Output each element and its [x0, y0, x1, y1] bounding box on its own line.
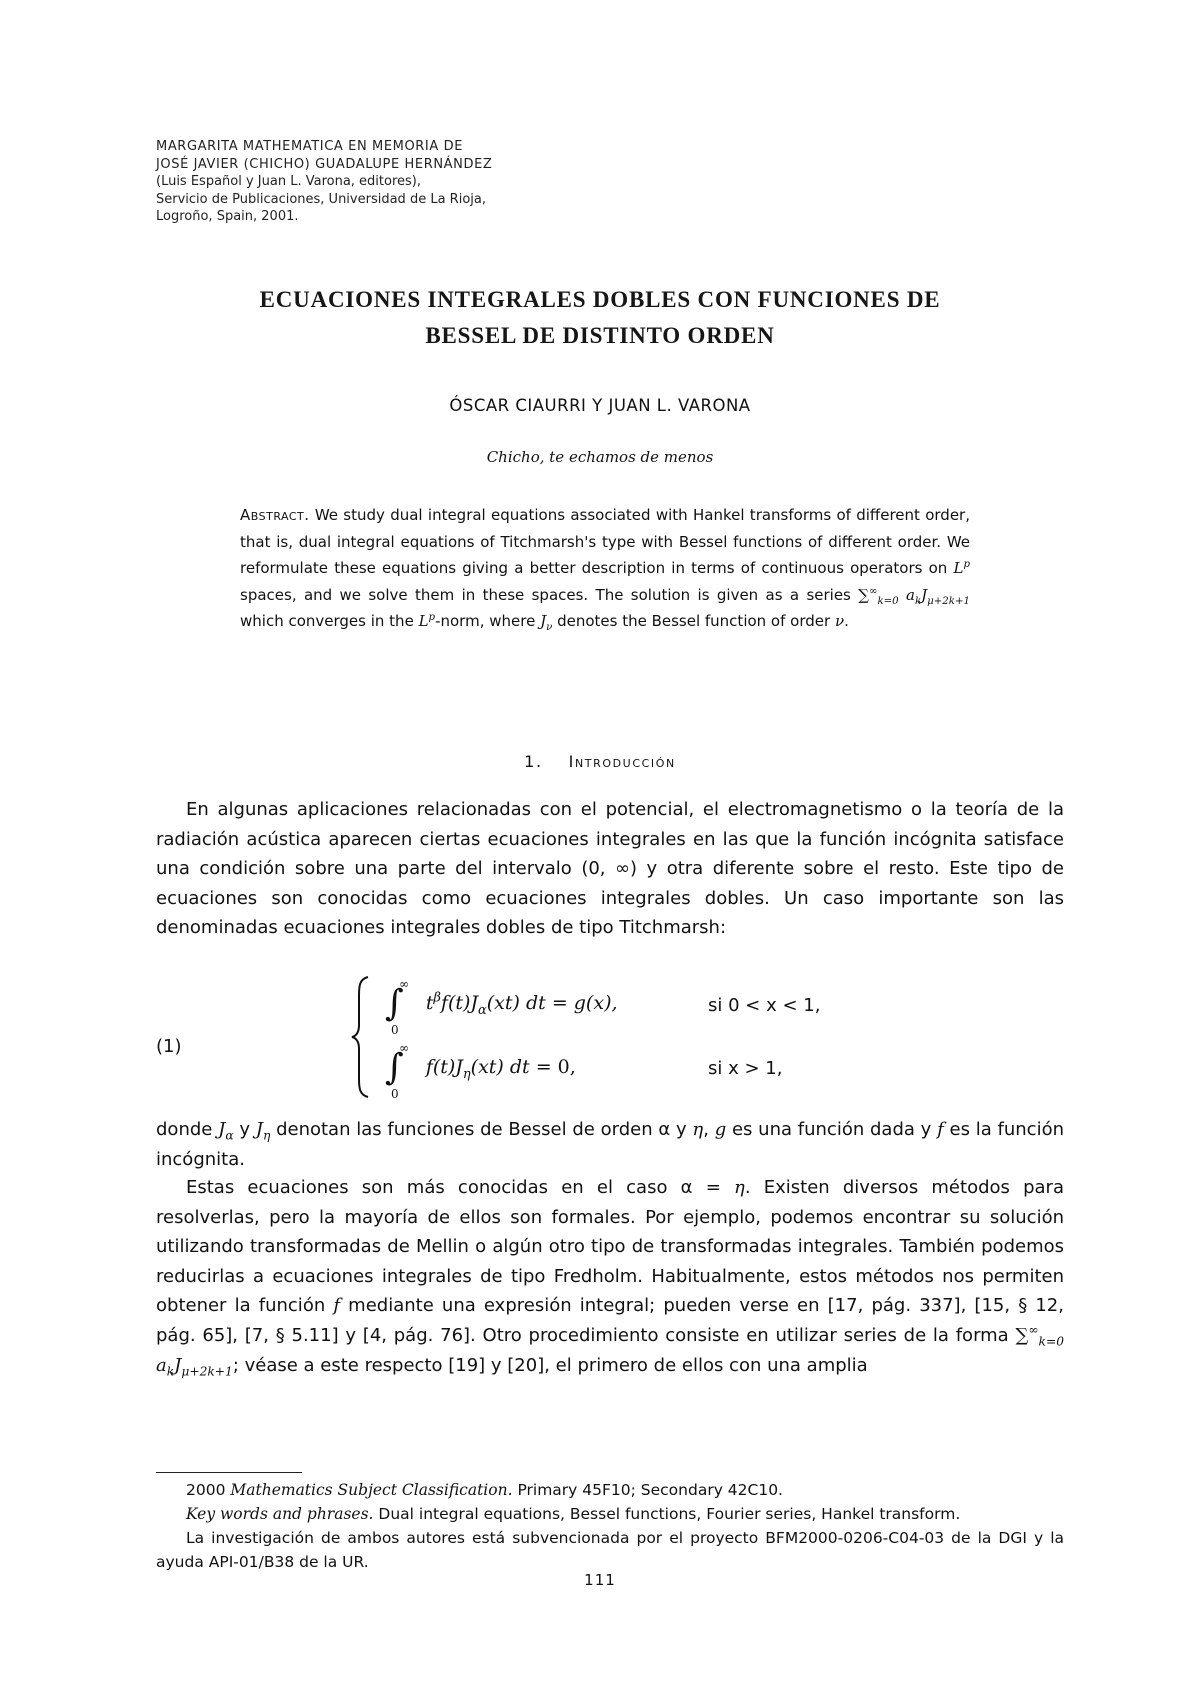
footnote-rule [156, 1472, 302, 1473]
authors: ÓSCAR CIAURRI Y JUAN L. VARONA [449, 396, 751, 415]
publication-header [156, 138, 856, 226]
equation-line-2: ∫ ∞ 0 $f(t)J_\eta(xt)$ dt = 0, [385, 1041, 576, 1101]
title-line-1: ECUACIONES INTEGRALES DOBLES CON FUNCIONES DE [259, 287, 941, 312]
footnote-msc [156, 1478, 1064, 1502]
keywords-text: Dual integral equations, Bessel functions, Fourier series, Hankel transform. [373, 1505, 961, 1523]
msc-year: 2000 [186, 1481, 231, 1499]
p2-text-f: es la función incógnita. [156, 1119, 1064, 1170]
p3-text-d: ; véase a este respecto [19] y [20], el primero de ellos con una amplia [232, 1354, 868, 1376]
msc-text: Primary 45F10; Secondary 42C10. [512, 1481, 783, 1499]
paragraph-1: En algunas aplicaciones relacionadas con el potencial, el electromagnetismo o la teoría de la radiación acústica aparecen ciertas ecuaciones integrales en las que la función incógnita satisface una condición sobre una parte del intervalo (0, ∞) y otra diferente sobre el resto. Este tipo de ecuaciones son conocidas como ecuaciones integrales dobles. Un caso importante son las denominadas ecuaciones integrales dobles de tipo Titchmarsh: [156, 799, 1064, 939]
left-brace [350, 975, 372, 1099]
dedication: Chicho, te echamos de menos [486, 448, 714, 466]
header-line-5: Logroño, Spain, 2001. [156, 209, 299, 224]
paragraph-3: Estas ecuaciones son más conocidas en el caso α = η. Existen diversos métodos para resolverlas, pero la mayoría de ellos son formales. Por ejemplo, podemos encontrar su solución utilizando transformadas de Mellin o algún otro tipo de transformadas integrales. También podemos reducirlas a ecuaciones integrales de tipo Fredholm. Habitualmente, estos métodos nos permiten obtener la función f mediante una expresión integral; pueden verse en [17, pág. 337], [15, § 12, pág. 65], [7, § 5.11] y [4, pág. 76]. Otro procedimiento consiste en utilizar series de la forma $\sum^\infty_{k=0}$ $a_kJ_{\mu+2k+1}$; véase a este respecto [19] y [20], el primero de ellos con una amplia [156, 1177, 1064, 1379]
abstract-text-2: spaces, and we solve them in these spaces. The solution is given as a series [240, 585, 859, 604]
p3-text-c: mediante una expresión integral; pueden verse en [17, pág. 337], [15, § 12, pág. 65], [7, § 5.11] y [4, pág. 76]. Otro procedimiento consiste en utilizar series de la forma [156, 1295, 1064, 1346]
p3-text-b: . Existen diversos métodos para resolverlas, pero la mayoría de ellos son formales. Por ejemplo, podemos encontrar su solución utilizando transformadas de Mellin o algún otro tipo de transformadas integrales. También podemos reducirlas a ecuaciones integrales de tipo Fredholm. Habitualmente, estos métodos nos permiten obtener la función [156, 1177, 1064, 1317]
p2-text-a: donde [156, 1119, 219, 1140]
title-line-2: BESSEL DE DISTINTO ORDEN [425, 323, 775, 348]
abstract-text-3: which converges in the [240, 612, 419, 630]
abstract-text-6: . [844, 612, 849, 630]
msc-label: Mathematics Subject Classification. [230, 1481, 513, 1499]
condition-2: si x > 1, [708, 1058, 783, 1079]
header-line-3: (Luis Español y Juan L. Varona, editores), [156, 174, 422, 189]
p2-text-e: es una función dada y [726, 1119, 938, 1140]
abstract-text-5: denotes the Bessel function of order [552, 612, 835, 630]
section-number: 1. [524, 752, 543, 771]
footnote-keywords [156, 1502, 1064, 1526]
footnote-funding: La investigación de ambos autores está subvencionada por el proyecto BFM2000-0206-C04-03 de la DGI y la ayuda API-01/B38 de la UR. [156, 1529, 1064, 1571]
p3-text-a: Estas ecuaciones son más conocidas en el caso α = [186, 1177, 735, 1198]
keywords-label: Key words and phrases. [186, 1505, 374, 1523]
paragraph-2: donde $J_\alpha$ y $J_\eta$ denotan las funciones de Bessel de orden α y η, g es una función dada y f es la función incógnita. [156, 1119, 1064, 1170]
abstract-label: Abstract. [240, 506, 310, 524]
header-line-4: Servicio de Publicaciones, Universidad de La Rioja, [156, 191, 486, 207]
p2-text-b: y [233, 1119, 256, 1140]
paper-title [150, 282, 1050, 354]
equation-number: (1) [156, 1036, 182, 1057]
p2-text-d: , [703, 1119, 715, 1140]
equation-line-1: ∫ ∞ 0 $t^\beta f(t)J_\alpha(xt)$ dt = g(x), [385, 977, 618, 1037]
section-heading [150, 752, 1050, 771]
abstract-text-4: -norm, where [435, 612, 541, 630]
condition-1: si 0 < x < 1, [708, 995, 821, 1016]
page-number: 111 [584, 1571, 616, 1589]
p2-text-c: denotan las funciones de Bessel de orden α y [270, 1119, 693, 1140]
abstract-text-1: We study dual integral equations associated with Hankel transforms of different order, that is, dual integral equations of Titchmarsh's type with Bessel functions of different order. We reformulate these equations giving a better description in terms of continuous operators on [240, 506, 970, 577]
section-name: Introducción [568, 752, 676, 771]
abstract: Abstract. We study dual integral equations associated with Hankel transforms of different order, that is, dual integral equations of Titchmarsh's type with Bessel functions of different order. We reformulate these equations giving a better description in terms of continuous operators on $L^p$ spaces, and we solve them in these spaces. The solution is given as a series $\sum^\infty_{k=0}$ $a_kJ_{\mu+2k+1}$ which converges in the $L^p$-norm, where $J_\nu$ denotes the Bessel function of order ν. [240, 506, 970, 633]
header-line-2: JOSÉ JAVIER (CHICHO) GUADALUPE HERNÁNDEZ [156, 156, 493, 172]
header-line-1: MARGARITA MATHEMATICA EN MEMORIA DE [156, 139, 464, 154]
footnotes [156, 1478, 1064, 1574]
